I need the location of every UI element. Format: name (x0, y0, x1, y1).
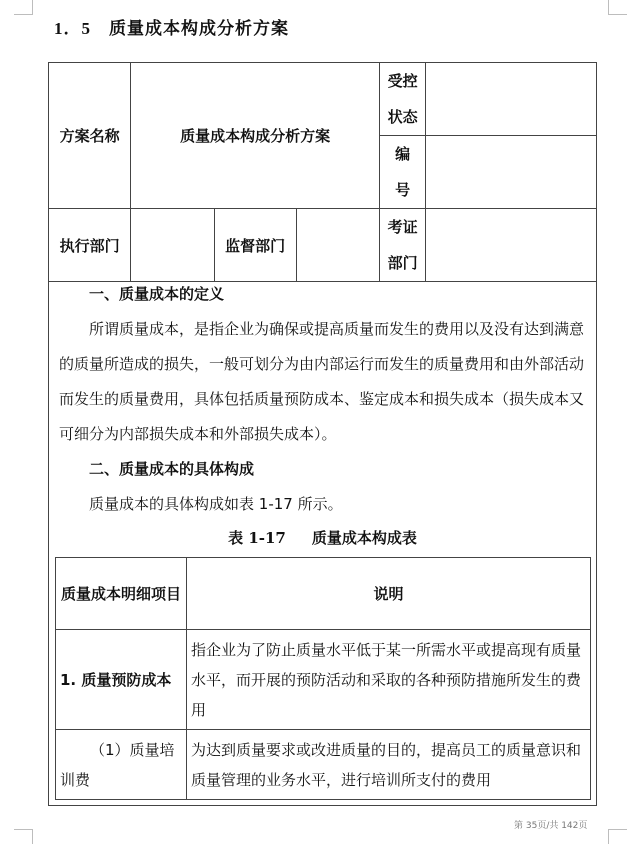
paragraph-composition: 质量成本的具体构成如表 1-17 所示。 (89, 495, 343, 513)
exec-dept-label: 执行部门 (49, 209, 131, 282)
crop-mark-bottom-left (14, 829, 33, 844)
assess-dept-value (426, 209, 597, 282)
supervise-dept-value (296, 209, 379, 282)
heading-definition: 一、质量成本的定义 (89, 285, 225, 303)
cost-table-title (49, 527, 596, 548)
row-description: 为达到质量要求或改进质量的目的，提高员工的质量意识和质量管理的业务水平，进行培训所支付的费用 (187, 730, 591, 800)
control-status-label (380, 63, 426, 136)
content-cell (48, 274, 597, 806)
row-item: （1）质量培训费 (56, 730, 187, 800)
section-title: 质量成本构成分析方案 (109, 19, 289, 39)
heading-composition: 二、质量成本的具体构成 (89, 460, 255, 478)
table-title-text: 质量成本构成表 (311, 529, 417, 547)
exec-dept-value (131, 209, 214, 282)
scheme-header-table (48, 62, 597, 282)
doc-number-line1: 编 (395, 145, 411, 163)
table-row (56, 630, 591, 730)
control-status-line2: 状态 (387, 108, 418, 126)
assess-dept-line1: 考证 (387, 218, 418, 236)
crop-mark-top-right (608, 0, 627, 15)
section-heading (54, 14, 289, 39)
supervise-dept-label: 监督部门 (214, 209, 296, 282)
table-number: 表 1-17 (228, 529, 286, 547)
scheme-name-label: 方案名称 (49, 63, 131, 209)
page-indicator: 第 35页/共 142页 (514, 821, 588, 831)
crop-mark-bottom-right (608, 829, 627, 844)
doc-number-label (380, 136, 426, 209)
paragraph-definition: 所谓质量成本，是指企业为确保或提高质量而发生的费用以及没有达到满意的质量所造成的损失，一般可划分为由内部运行而发生的质量费用和由外部活动而发生的质量费用，具体包括质量预防成本、鉴定成本和损失成本（损失成本又可细分为内部损失成本和外部损失成本）。 (59, 320, 585, 443)
scheme-name-value: 质量成本构成分析方案 (131, 63, 380, 209)
assess-dept-label (380, 209, 426, 282)
quality-cost-table (55, 557, 591, 800)
col-header-item: 质量成本明细项目 (56, 558, 187, 630)
doc-number-line2: 号 (395, 181, 411, 199)
section-number: 1．5 (54, 19, 91, 38)
crop-mark-top-left (14, 0, 33, 15)
table-row (56, 730, 591, 800)
control-status-value (426, 63, 597, 136)
col-header-description: 说明 (187, 558, 591, 630)
control-status-line1: 受控 (387, 72, 418, 90)
doc-number-value (426, 136, 597, 209)
row-item: 1. 质量预防成本 (56, 630, 187, 730)
assess-dept-line2: 部门 (387, 254, 418, 272)
row-description: 指企业为了防止质量水平低于某一所需水平或提高现有质量水平，而开展的预防活动和采取的各种预防措施所发生的费用 (187, 630, 591, 730)
